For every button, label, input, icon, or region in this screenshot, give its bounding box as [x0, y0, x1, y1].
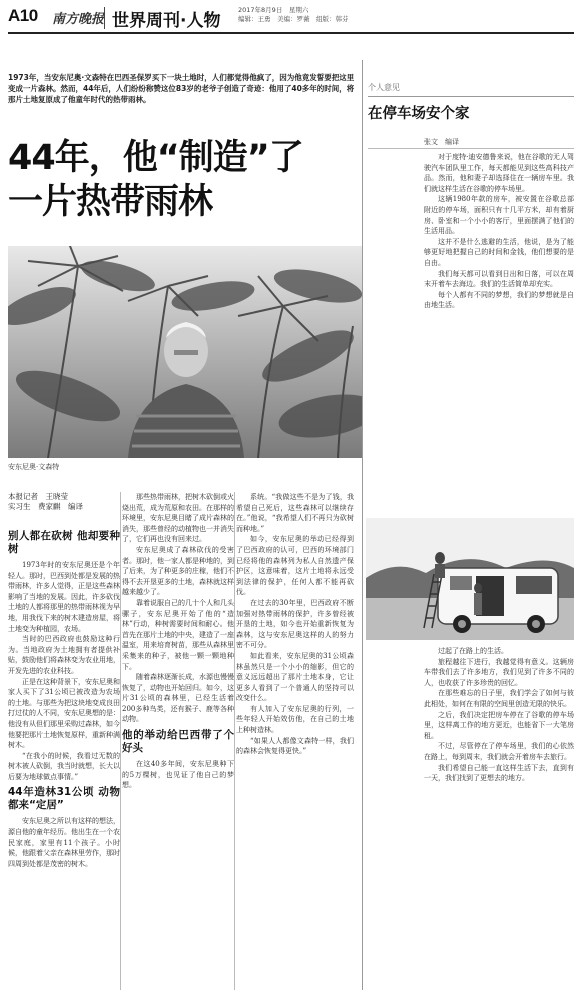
paragraph: 系统。“我做这些不是为了钱，我希望自己死后，这些森林可以继续存在。”他说，“我希望人们不再只为砍树而种地。”: [236, 493, 354, 533]
paragraph: 正是在这种背景下，安东尼奥和家人买下了31公顷已被改造为农场的土地。与那些为把这块地变成良田打过仗的人不同，安东尼奥想的是：他没有从但们那里采购过森林，如今他要把那片土地恢复原样，重新种满树木。: [8, 677, 120, 750]
headline-line-2: 一片热带雨林: [8, 182, 213, 222]
article-column-2: [122, 492, 234, 992]
subheading: 他的举动给巴西带了个好头: [122, 729, 234, 755]
paragraph: 在那些难忘的日子里，我们学会了如何与彼此相处，如何在有限的空间里创造无限的快乐。: [424, 689, 574, 708]
paragraph: 安东尼奥成了森林砍伐的受害者。那时，他一家人都是种地的，到了后来，为了种更多的庄稼，他们不得不去开垦更多的土地，森林就这样越来越少了。: [122, 545, 234, 597]
paragraph: 1973年时的安东尼奥还是个年轻人。那时，巴西到处都是发展的热带雨林，许多人觉得，正是这些森林影响了当地的发展。因此，许多砍伐土地的人都将那里的热带雨林视为早地，用我伐下来的树木建造房屋，将土地变为种植园，农场。: [8, 561, 120, 633]
column-divider: [234, 492, 235, 990]
article-column-3: [236, 492, 354, 992]
headline-line-1: 44年，他“制造”了: [8, 138, 303, 178]
paragraph: 我们希望自己能一直这样生活下去，直到有一天，我们找到了更想去的地方。: [424, 763, 574, 783]
paragraph: 如此看来，安东尼奥的31公顷森林虽然只是一个小小的缩影，但它的意义远远超出了那片土地本身，它让更多人看到了一个普通人的坚持可以改变什么。: [236, 651, 354, 703]
paragraph: 这辆1980年款的房车，被安置在谷歌总部附近的停车场，面积只有十几平方米，却有着厨房、卧室和一个小小的客厅，里面摆满了他们的生活用品。: [424, 195, 574, 236]
sidebar-rule: [368, 96, 574, 97]
paragraph: 不过，尽管停在了停车场里，我们的心依然在路上，每到周末，我们就会开着房车去旅行。: [424, 742, 574, 761]
sidebar-kicker: 个人意见: [368, 83, 400, 92]
sidebar-body-bottom: [424, 646, 574, 992]
paragraph: 在过去的30年里，巴西政府不断加强对热带雨林的保护，许多曾经被开垦的土地，如今也开始重新恢复为森林，这与安东尼奥这样的人的努力密不可分。: [236, 598, 354, 650]
paragraph: 在这40多年间，安东尼奥种下的5万棵树，也见证了他自己的梦想。: [122, 760, 234, 790]
issue-date: 2017年8月9日 星期六: [238, 6, 309, 14]
sidebar-body-top: [424, 152, 574, 512]
sidebar-photo: [366, 518, 574, 640]
sidebar-divider: [362, 60, 363, 990]
photo-caption: 安东尼奥·文森特: [8, 463, 60, 471]
article-headline: [8, 136, 358, 224]
paragraph: “如果人人都像文森特一样，我们的森林会恢复得更快。”: [236, 736, 354, 756]
sidebar-byline: 张文 编译: [424, 138, 459, 146]
paragraph: 对于度特·迪安德鲁来说，他在谷歌的无人驾驶汽车团队里工作，每天都能见到这些高科技产品。然而，他和妻子却选择住在一辆房车里。我们就这样生活在谷歌的停车场里。: [424, 153, 574, 193]
article-byline: [8, 492, 83, 512]
paragraph: 过起了在路上的生活。: [438, 647, 508, 655]
paragraph: 有人加入了安东尼奥的行列，一些年轻人开始效仿他，在自己的土地上种树造林。: [236, 704, 354, 735]
paragraph: 旅程越往下进行，我越觉得有意义。这辆房车带我们去了许多地方，我们见到了许多不同的人，也收获了许多珍贵的回忆。: [424, 657, 574, 687]
main-photo: [8, 246, 363, 458]
camper-van-illustration: [366, 518, 574, 640]
byline-translator: 实习生 费家麒 编译: [8, 502, 83, 511]
paragraph: 当时的巴西政府也鼓励这种行为。当地政府为土地拥有者提供补贴，鼓励他们将森林变为农业用地，开发先进的农业科技。: [8, 635, 120, 675]
column-divider: [120, 492, 121, 990]
paragraph: 安东尼奥之所以有这样的想法，源自他的童年经历。他出生在一个农民家庭，家里有11个孩子。小时候，他跟着父亲在森林里劳作，那时四周到处都是茂密的树木。: [8, 817, 120, 868]
paragraph: 靠着说服自己的几十个人和几头骡子，安东尼奥开始了他的“造林”行动，种树需要时间和耐心。他首先在那片土地的中央，建造了一座温室，用来培育树苗，那些从森林里采集来的种子，被他一颗一颗地种下。: [122, 598, 234, 671]
header-rule: [8, 32, 574, 34]
paragraph: 每个人都有不同的梦想，我们的梦想就是自由地生活。: [424, 290, 574, 310]
paragraph: 这并不是什么逃避的生活，他说，是为了能够更好地把握自己的时间和金钱，他们想要的是自由。: [424, 237, 574, 267]
paragraph: 那些热带雨林，把树木砍倒或火烧出荒，成为荒原和农田。在那样的环境里，安东尼奥目睹了成片森林的消失，那些曾经的动植物也一并消失了，它们再也没有回来过。: [122, 493, 234, 544]
header-divider: [104, 7, 105, 29]
paragraph: 随着森林逐渐长成，水源也慢慢恢复了，动物也开始回归。如今，这片31公顷的森林里，已经生活着200多种鸟类，还有猴子、鹿等各种动物。: [122, 673, 234, 724]
editor-credits: 编辑：王勇 美编：罗薇 组版：韩芬: [238, 15, 349, 23]
section-title: 世界周刊·人物: [112, 11, 221, 31]
byline-reporter: 本报记者 王晓莹: [8, 492, 68, 501]
paragraph: 如今，安东尼奥的举动已经得到了巴西政府的认可，巴西的环境部门已经将他的森林列为私人自然遗产保护区，这意味着，这片土地将永远受到法律的保护，任何人都不能再砍伐。: [236, 535, 354, 597]
paragraph: 之后，我们决定把房车停在了谷歌的停车场里，这样离工作的地方更近，也能省下一大笔房租。: [424, 710, 574, 740]
article-lede: 1973年，当安东尼奥·文森特在巴西圣保罗买下一块土地时，人们都觉得他疯了，因为他竟发誓要把这里变成一片森林。然而，44年后，人们纷纷称赞这位83岁的老爷子创造了奇迹：他用了40多年的时间，将那片土地复原成了他童年时代的热带雨林。: [8, 73, 355, 104]
newspaper-logo: 南方晚报: [52, 12, 105, 27]
sidebar-rule: [368, 148, 574, 149]
paragraph: 我们每天都可以看到日出和日落，可以在周末开着车去海边。我们的生活简单却充实。: [424, 269, 574, 289]
page-code: A10: [8, 6, 38, 25]
article-column-1: [8, 526, 120, 991]
subheading: 44年造林31公顷 动物都来“定居”: [8, 786, 120, 812]
forest-portrait-illustration: [8, 246, 363, 458]
paragraph: “在我小的时候，我看过无数的树木被人砍倒，我当时就想，长大以后要为地球做点事情。”: [8, 751, 120, 781]
sidebar-headline: 在停车场安个家: [368, 106, 470, 122]
header-meta: [238, 6, 349, 24]
subheading: 别人都在砍树 他却要种树: [8, 530, 120, 555]
